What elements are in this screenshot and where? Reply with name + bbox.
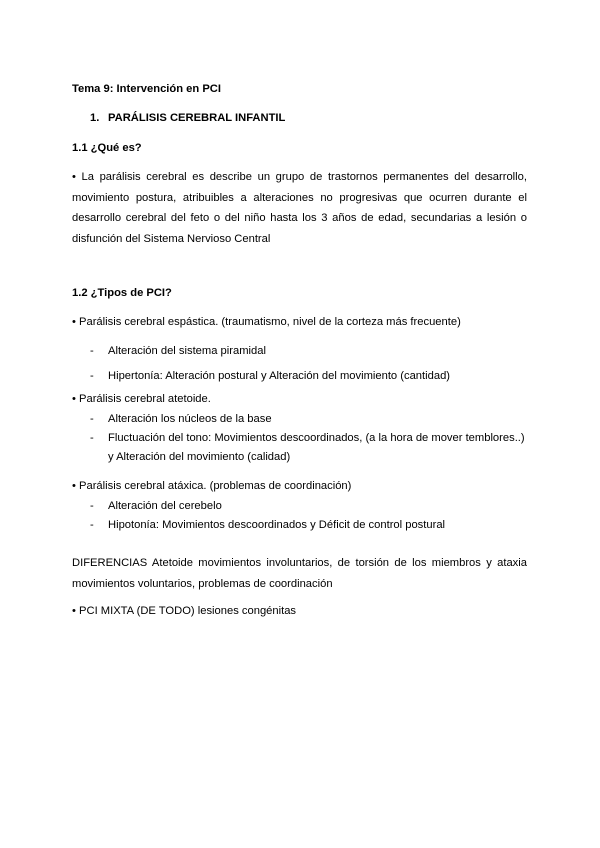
- type-athetoid-label: • Parálisis cerebral atetoide.: [72, 393, 211, 405]
- list-item: Alteración del cerebelo: [108, 500, 222, 512]
- list-dash: -: [90, 519, 94, 531]
- type-ataxic-label: • Parálisis cerebral atáxica. (problemas de coordinación): [72, 480, 352, 492]
- list-item-continuation: y Alteración del movimiento (calidad): [108, 451, 291, 463]
- list-dash: -: [90, 500, 94, 512]
- section-1-1-heading: 1.1 ¿Qué es?: [72, 142, 142, 154]
- section-1-heading: PARÁLISIS CEREBRAL INFANTIL: [108, 112, 286, 124]
- list-item: Hipertonía: Alteración postural y Alteración del movimiento (cantidad): [108, 370, 451, 382]
- section-1-2-heading: 1.2 ¿Tipos de PCI?: [72, 287, 172, 299]
- list-dash: -: [90, 432, 94, 444]
- list-dash: -: [90, 413, 94, 425]
- differences-paragraph: DIFERENCIAS Atetoide movimientos involuntarios, de torsión de los miembros y ataxia movimientos voluntarios, problemas de coordinación: [72, 557, 527, 590]
- section-1-number: 1.: [90, 112, 100, 124]
- list-item: Alteración los núcleos de la base: [108, 413, 272, 425]
- list-item: Alteración del sistema piramidal: [108, 345, 266, 357]
- type-spastic-label: • Parálisis cerebral espástica. (traumatismo, nivel de la corteza más frecuente): [72, 316, 461, 328]
- list-item: Fluctuación del tono: Movimientos descoordinados, (a la hora de mover temblores..): [108, 432, 525, 444]
- section-1-1-paragraph: • La parálisis cerebral es describe un grupo de trastornos permanentes del desarrollo, movimiento postura, atribuibles a alteraciones no progresivas que ocurren durante el desarrollo cerebral del feto o del niño hasta los 3 años de edad, secundarias a lesión o disfunción del Sistema Nervioso Central: [72, 171, 527, 245]
- document-title: Tema 9: Intervención en PCI: [72, 83, 221, 95]
- list-item: Hipotonía: Movimientos descoordinados y Déficit de control postural: [108, 519, 446, 531]
- mixed-pci-label: • PCI MIXTA (DE TODO) lesiones congénitas: [72, 605, 297, 617]
- list-dash: -: [90, 345, 94, 357]
- list-dash: -: [90, 370, 94, 382]
